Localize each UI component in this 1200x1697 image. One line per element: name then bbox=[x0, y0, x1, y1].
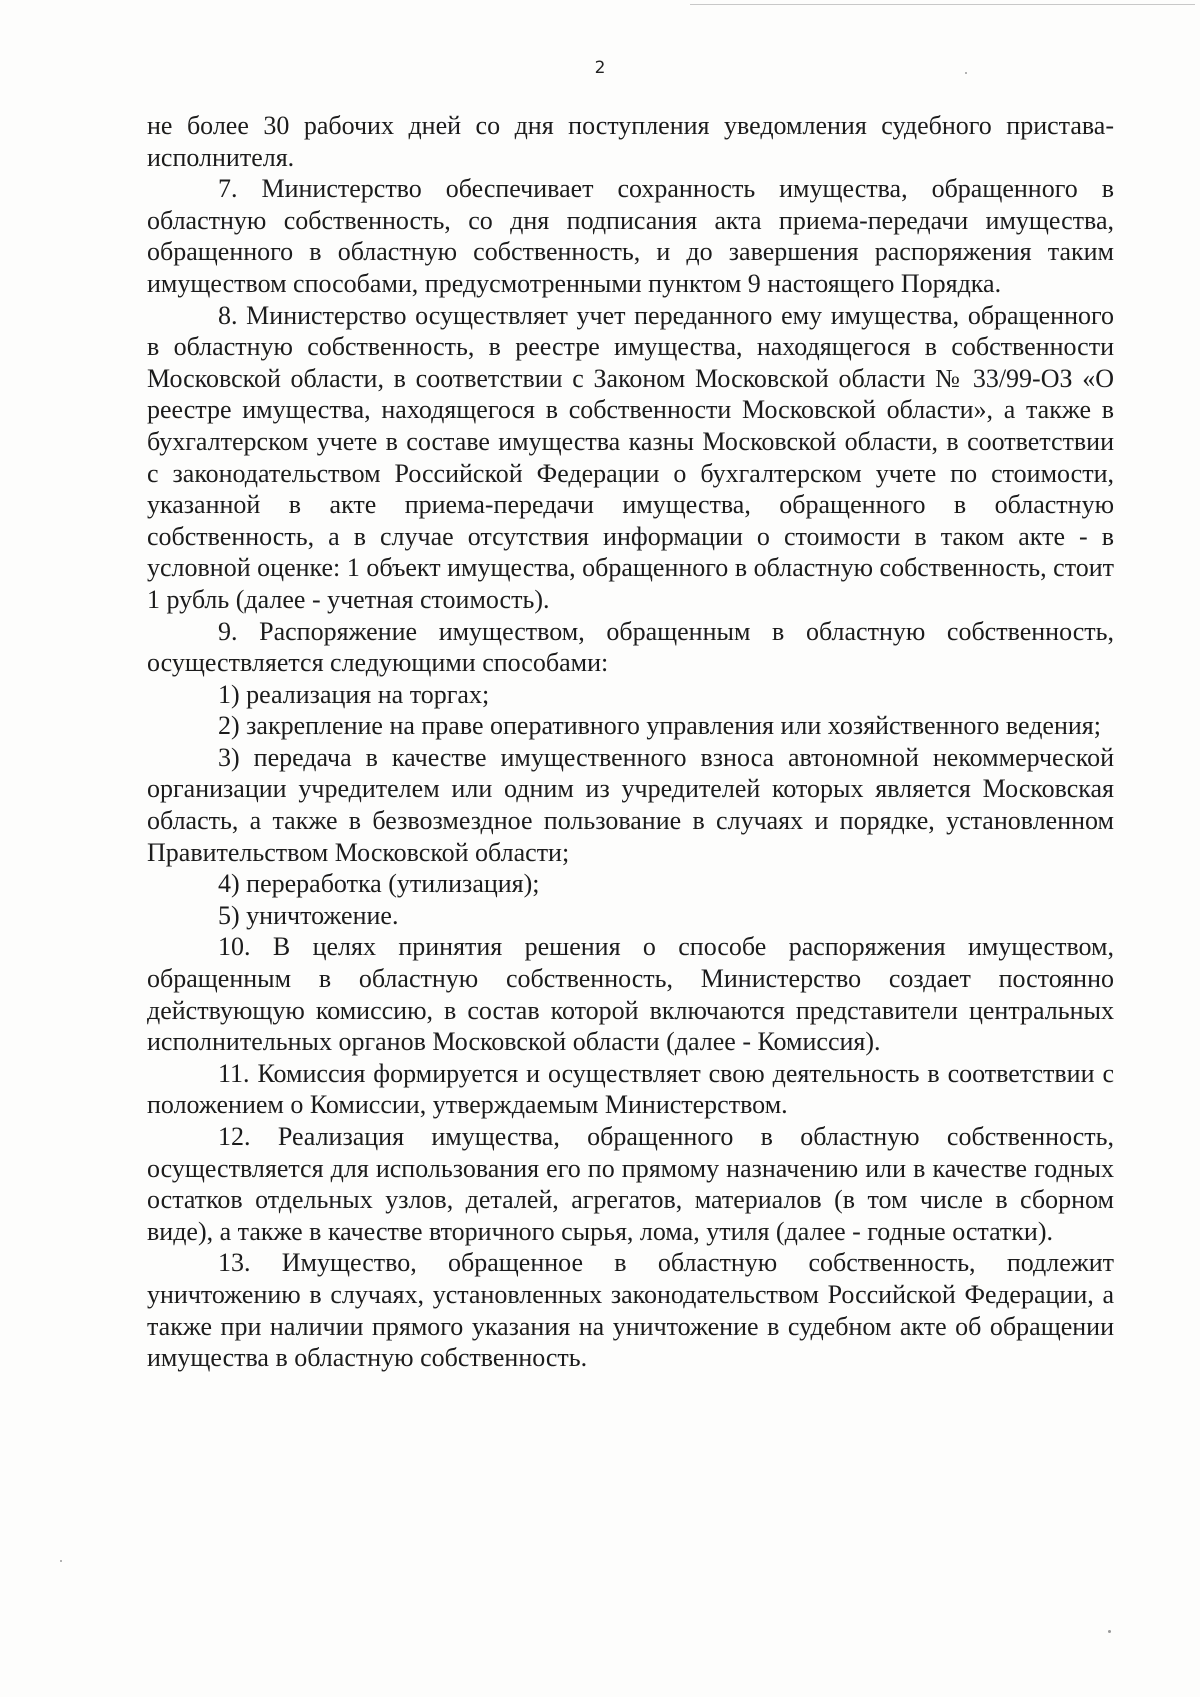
paragraph-7: 7. Министерство обеспечивает сохранность имущества, обращенного в областную собственность, со дня подписания акта приема-передачи имущества, обращенного в областную собственность, и до завершения распоряжения таким имуществом способами, предусмотренными пунктом 9 настоящего Порядка. bbox=[147, 174, 1114, 298]
list-item-2: 2) закрепление на праве оперативного управления или хозяйственного ведения; bbox=[218, 711, 1101, 741]
page-number: 2 bbox=[594, 58, 606, 78]
paragraph-12: 12. Реализация имущества, обращенного в областную собственность, осуществляется для использования его по прямому назначению или в качестве годных остатков отдельных узлов, деталей, агрегатов, материалов (в том числе в сборном виде), а также в качестве вторичного сырья, лома, утиля (далее - годные остатки). bbox=[147, 1122, 1114, 1246]
paragraph-9: 9. Распоряжение имуществом, обращенным в областную собственность, осуществляется следующими способами: bbox=[147, 616, 1114, 678]
document-body bbox=[147, 110, 1114, 1374]
scan-speck bbox=[60, 1560, 62, 1562]
scan-edge-line bbox=[690, 4, 1195, 5]
scan-speck bbox=[965, 72, 967, 74]
paragraph-continuation: не более 30 рабочих дней со дня поступления уведомления судебного пристава-исполнителя. bbox=[147, 111, 1114, 172]
scan-speck bbox=[1108, 1630, 1111, 1633]
paragraph-11: 11. Комиссия формируется и осуществляет свою деятельность в соответствии с положением о Комиссии, утверждаемым Министерством. bbox=[147, 1058, 1114, 1120]
list-item-4: 4) переработка (утилизация); bbox=[218, 869, 540, 899]
paragraph-10: 10. В целях принятия решения о способе распоряжения имуществом, обращенным в областную собственность, Министерство создает постоянно действующую комиссию, в состав которой включаются представители центральных исполнительных органов Московской области (далее - Комиссия). bbox=[147, 932, 1114, 1057]
paragraph-8: 8. Министерство осуществляет учет переданного ему имущества, обращенного в областную собственность, в реестре имущества, находящегося в собственности Московской области, в соответствии с Законом Московской области № 33/99-ОЗ «О реестре имущества, находящегося в собственности Московской области», а также в бухгалтерском учете в составе имущества казны Московской области, в соответствии с законодательством Российской Федерации о бухгалтерском учете по стоимости, указанной в акте приема-передачи имущества, обращенного в областную собственность, а в случае отсутствия информации о стоимости в таком акте - в условной оценке: 1 объект имущества, обращенного в областную собственность, стоит 1 рубль (далее - учетная стоимость). bbox=[147, 300, 1114, 614]
list-item-3: 3) передача в качестве имущественного взноса автономной некоммерческой организации учредителем или одним из учредителей которых является Московская область, а также в безвозмездное пользование в случаях и порядке, установленном Правительством Московской области; bbox=[147, 742, 1114, 867]
paragraph-13: 13. Имущество, обращенное в областную собственность, подлежит уничтожению в случаях, установленных законодательством Российской Федерации, а также при наличии прямого указания на уничтожение в судебном акте об обращении имущества в областную собственность. bbox=[147, 1248, 1114, 1373]
list-item-1: 1) реализация на торгах; bbox=[218, 679, 490, 709]
list-item-5: 5) уничтожение. bbox=[218, 900, 399, 930]
